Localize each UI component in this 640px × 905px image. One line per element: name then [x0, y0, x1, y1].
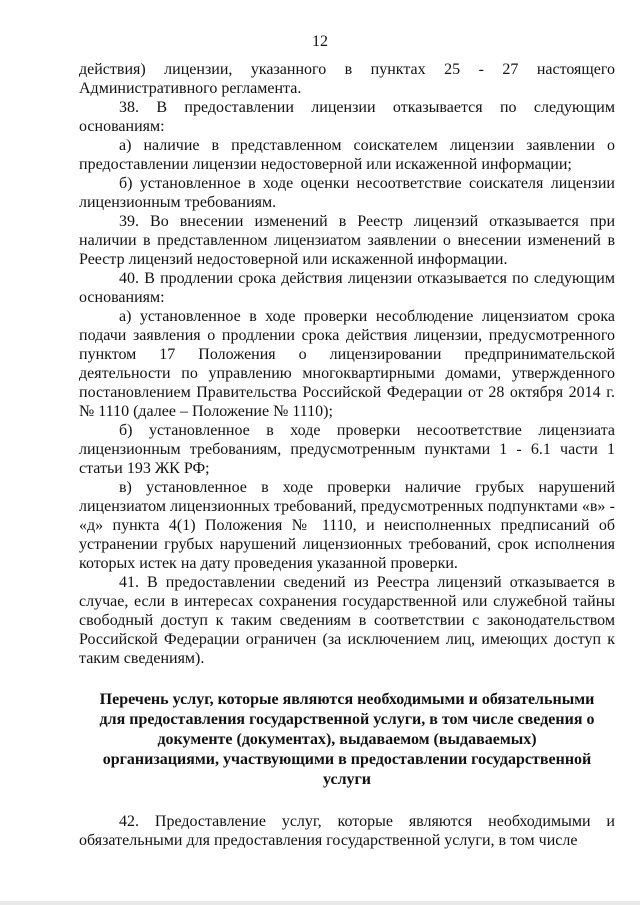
- document-body: [79, 60, 615, 850]
- paragraph-42: 42. Предоставление услуг, которые являются необходимыми и обязательными для предоставления государственной услуги, в том числе: [79, 813, 615, 849]
- paragraph-40: 40. В продлении срока действия лицензии отказывается по следующим основаниям:: [79, 270, 615, 306]
- paragraph-39: 39. Во внесении изменений в Реестр лицензий отказывается при наличии в представленном лицензиатом заявлении о внесении изменений в Реестр лицензий недостоверной или искаженной информации.: [79, 213, 615, 268]
- paragraph-40-v: в) установленное в ходе проверки наличие грубых нарушений лицензиатом лицензионных требований, предусмотренных подпунктами «в» - «д» пункта 4(1) Положения № 1110, и неисполненных предписаний об устранении грубых нарушений лицензионных требований, срок исполнения которых истек на дату проведения указанной проверки.: [79, 479, 615, 572]
- paragraph-40-b: б) установленное в ходе проверки несоответствие лицензиата лицензионным требованиям, предусмотренным пунктами 1 - 6.1 части 1 статьи 193 ЖК РФ;: [79, 422, 615, 477]
- page-bottom-edge: [0, 901, 640, 905]
- page-number: 12: [312, 33, 328, 50]
- paragraph-38-a: а) наличие в представленном соискателем лицензии заявлении о предоставлении лицензии недостоверной или искаженной информации;: [79, 137, 615, 173]
- paragraph-38-b: б) установленное в ходе оценки несоответствие соискателя лицензии лицензионным требованиям.: [79, 175, 615, 211]
- paragraph-continuation: действия) лицензии, указанного в пунктах 25 - 27 настоящего Административного регламента.: [79, 61, 615, 97]
- paragraph-41: 41. В предоставлении сведений из Реестра лицензий отказывается в случае, если в интересах сохранения государственной или служебной тайны свободный доступ к таким сведениям в соответствии с законодательством Российской Федерации ограничен (за исключением лиц, имеющих доступ к таким сведениям).: [79, 574, 615, 667]
- paragraph-38: 38. В предоставлении лицензии отказывается по следующим основаниям:: [79, 99, 615, 135]
- section-heading: Перечень услуг, которые являются необходимыми и обязательными для предоставления государственной услуги, в том числе сведения о документе (документах), выдаваемом (выдаваемых) организациями, участвующими в предоставлении государственной услуги: [99, 691, 595, 788]
- paragraph-40-a: а) установленное в ходе проверки несоблюдение лицензиатом срока подачи заявления о продлении срока действия лицензии, предусмотренного пунктом 17 Положения о лицензировании предпринимательской деятельности по управлению многоквартирными домами, утвержденного постановлением Правительства Российской Федерации от 28 октября 2014 г. № 1110 (далее – Положение № 1110);: [79, 308, 615, 420]
